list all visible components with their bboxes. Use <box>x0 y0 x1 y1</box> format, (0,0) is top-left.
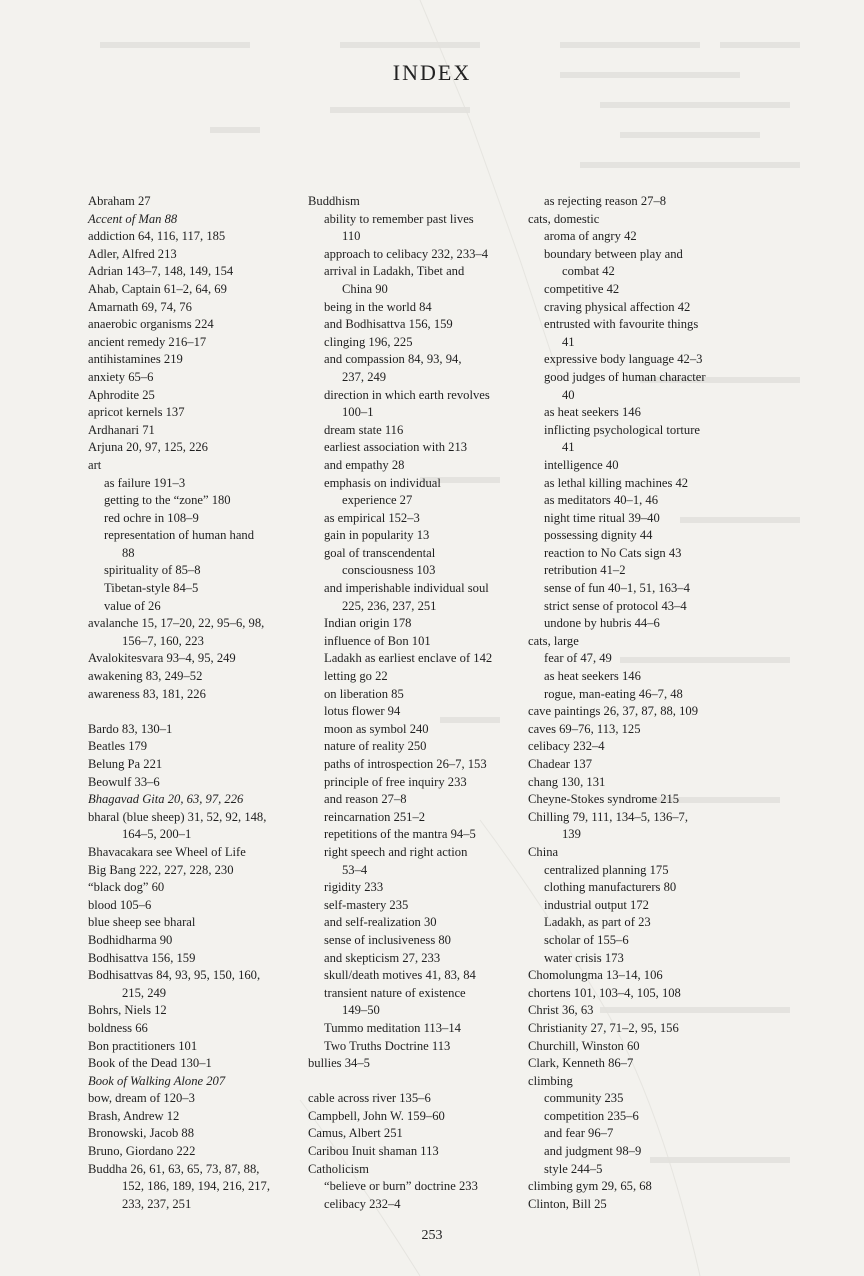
index-entry: Bardo 83, 130–1 <box>88 721 173 736</box>
index-entry: Catholicism <box>308 1161 369 1176</box>
index-subentry: value of 26 <box>104 598 161 613</box>
index-entry: Chadear 137 <box>528 757 592 771</box>
index-subentry: rigidity 233 <box>324 880 384 895</box>
index-entry: bullies 34–5 <box>308 1056 370 1071</box>
index-subentry: inflicting psychological torture <box>544 422 700 437</box>
index-entry: Clark, Kenneth 86–7 <box>528 1056 634 1071</box>
index-subentry: community 235 <box>544 1091 624 1106</box>
index-entry: antihistamines 219 <box>88 352 183 367</box>
index-subentry: reaction to No Cats sign 43 <box>544 545 682 560</box>
index-subentry: on liberation 85 <box>324 686 404 701</box>
index-subentry: as failure 191–3 <box>104 475 186 490</box>
index-entry: Bronowski, Jacob 88 <box>88 1126 194 1141</box>
index-subentry: reincarnation 251–2 <box>324 809 426 824</box>
index-entry: Christianity 27, 71–2, 95, 156 <box>528 1020 679 1035</box>
index-entry: climbing <box>528 1073 573 1088</box>
page-title: INDEX <box>392 60 472 85</box>
index-entry: Beowulf 33–6 <box>88 774 160 789</box>
index-entry: chortens 101, 103–4, 105, 108 <box>528 985 681 1000</box>
index-subentry: approach to celibacy 232, 233–4 <box>324 246 489 261</box>
index-entry: Belung Pa 221 <box>88 757 163 771</box>
index-subentry: as heat seekers 146 <box>544 669 641 684</box>
index-entry: boldness 66 <box>88 1020 148 1035</box>
index-entry: bharal (blue sheep) 31, 52, 92, 148, <box>88 809 267 824</box>
index-entry: Bhavacakara see Wheel of Life <box>88 844 246 859</box>
index-entry: Aphrodite 25 <box>88 387 155 402</box>
index-entry: Christ 36, 63 <box>528 1003 594 1018</box>
index-subentry: sense of fun 40–1, 51, 163–4 <box>544 581 690 596</box>
page-number: 253 <box>421 1228 443 1243</box>
index-subentry: undone by hubris 44–6 <box>544 616 660 631</box>
index-subentry: being in the world 84 <box>324 299 432 314</box>
index-entry: Buddha 26, 61, 63, 65, 73, 87, 88, <box>88 1161 260 1176</box>
index-entry: Amarnath 69, 74, 76 <box>88 299 192 314</box>
index-entry: Clinton, Bill 25 <box>528 1196 607 1211</box>
index-subentry: clinging 196, 225 <box>324 334 413 349</box>
index-subentry: scholar of 155–6 <box>544 932 629 947</box>
index-entry: Ahab, Captain 61–2, 64, 69 <box>88 281 227 296</box>
index-subentry: consciousness 103 <box>342 563 436 578</box>
index-subentry: as empirical 152–3 <box>324 510 420 525</box>
index-subentry: spirituality of 85–8 <box>104 563 201 578</box>
index-entry: apricot kernels 137 <box>88 405 185 420</box>
index-subentry: and skepticism 27, 233 <box>324 950 441 965</box>
index-subentry: paths of introspection 26–7, 153 <box>324 757 487 771</box>
index-subentry: sense of inclusiveness 80 <box>324 932 451 947</box>
index-subentry: Ladakh as earliest enclave of 142 <box>324 651 493 666</box>
index-subentry: 139 <box>562 827 581 842</box>
index-entry: Cheyne-Stokes syndrome 215 <box>528 792 680 807</box>
index-subentry: fear of 47, 49 <box>544 651 612 666</box>
index-subentry: right speech and right action <box>324 844 468 859</box>
index-subentry: style 244–5 <box>544 1161 603 1176</box>
index-subentry: as rejecting reason 27–8 <box>544 194 667 208</box>
index-subentry: 215, 249 <box>122 985 167 1000</box>
index-subentry: getting to the “zone” 180 <box>104 493 231 508</box>
index-subentry: clothing manufacturers 80 <box>544 880 677 895</box>
index-entry: China <box>528 844 559 859</box>
index-entry: awareness 83, 181, 226 <box>88 686 206 701</box>
index-subentry: 233, 237, 251 <box>122 1196 192 1211</box>
index-subentry: 88 <box>122 545 135 560</box>
index-subentry: 149–50 <box>342 1003 380 1018</box>
index-entry: caves 69–76, 113, 125 <box>528 721 641 736</box>
index-entry: Chomolungma 13–14, 106 <box>528 968 663 983</box>
index-subentry: strict sense of protocol 43–4 <box>544 598 687 613</box>
index-subentry: influence of Bon 101 <box>324 633 431 648</box>
index-entry: Bhagavad Gita 20, 63, 97, 226 <box>88 792 244 807</box>
index-subentry: arrival in Ladakh, Tibet and <box>324 264 465 279</box>
index-entry: Accent of Man 88 <box>88 211 178 226</box>
index-subentry: competition 235–6 <box>544 1108 639 1123</box>
index-entry: art <box>88 457 102 472</box>
index-subentry: and empathy 28 <box>324 457 405 472</box>
index-subentry: combat 42 <box>562 264 615 279</box>
index-entry: chang 130, 131 <box>528 774 606 789</box>
index-subentry: rogue, man-eating 46–7, 48 <box>544 686 683 701</box>
index-subentry: and Bodhisattva 156, 159 <box>324 317 453 332</box>
index-subentry: representation of human hand <box>104 528 255 543</box>
index-subentry: skull/death motives 41, 83, 84 <box>324 968 476 983</box>
index-subentry: entrusted with favourite things <box>544 317 699 332</box>
index-subentry: experience 27 <box>342 493 413 508</box>
index-subentry: 110 <box>342 229 361 244</box>
index-entry: Bodhisattvas 84, 93, 95, 150, 160, <box>88 968 261 983</box>
index-subentry: Ladakh, as part of 23 <box>544 915 651 930</box>
index-subentry: boundary between play and <box>544 246 683 261</box>
index-subentry: craving physical affection 42 <box>544 299 691 314</box>
index-column-2 <box>308 193 513 1213</box>
index-subentry: 156–7, 160, 223 <box>122 633 204 648</box>
index-subentry: and self-realization 30 <box>324 915 437 930</box>
index-subentry: as lethal killing machines 42 <box>544 475 689 490</box>
index-subentry: principle of free inquiry 233 <box>324 774 467 789</box>
index-subentry: emphasis on individual <box>324 475 441 490</box>
index-subentry: direction in which earth revolves <box>324 387 490 402</box>
index-subentry: gain in popularity 13 <box>324 528 430 543</box>
index-entry: Bodhisattva 156, 159 <box>88 950 196 965</box>
index-entry: “black dog” 60 <box>88 880 165 895</box>
index-subentry: earliest association with 213 <box>324 440 468 455</box>
index-subentry: Tibetan-style 84–5 <box>104 581 199 596</box>
index-subentry: industrial output 172 <box>544 897 649 912</box>
index-entry: Campbell, John W. 159–60 <box>308 1108 445 1123</box>
index-entry: awakening 83, 249–52 <box>88 669 203 684</box>
index-subentry: and compassion 84, 93, 94, <box>324 352 462 367</box>
index-entry: Big Bang 222, 227, 228, 230 <box>88 862 234 877</box>
section-gap <box>308 1073 513 1091</box>
index-column-1 <box>88 193 293 1213</box>
index-subentry: possessing dignity 44 <box>544 528 653 543</box>
index-subentry: good judges of human character <box>544 369 706 384</box>
index-subentry: night time ritual 39–40 <box>544 510 660 525</box>
index-entry: climbing gym 29, 65, 68 <box>528 1179 652 1194</box>
index-subentry: and reason 27–8 <box>324 792 407 807</box>
index-subentry: transient nature of existence <box>324 985 466 1000</box>
index-entry: Churchill, Winston 60 <box>528 1038 640 1053</box>
index-subentry: goal of transcendental <box>324 545 436 560</box>
index-entry: ancient remedy 216–17 <box>88 334 207 349</box>
index-subentry: “believe or burn” doctrine 233 <box>324 1179 478 1194</box>
index-subentry: China 90 <box>342 281 388 296</box>
index-subentry: dream state 116 <box>324 422 404 437</box>
index-subentry: letting go 22 <box>324 669 388 684</box>
index-entry: Abraham 27 <box>88 194 151 208</box>
index-entry: celibacy 232–4 <box>528 739 605 754</box>
section-gap <box>88 703 293 721</box>
index-entry: Book of the Dead 130–1 <box>88 1056 212 1071</box>
index-entry: Caribou Inuit shaman 113 <box>308 1144 439 1159</box>
index-entry: addiction 64, 116, 117, 185 <box>88 229 226 244</box>
index-entry: Chilling 79, 111, 134–5, 136–7, <box>528 809 688 824</box>
index-subentry: lotus flower 94 <box>324 704 401 719</box>
index-subentry: expressive body language 42–3 <box>544 352 703 367</box>
index-subentry: 100–1 <box>342 405 374 420</box>
index-entry: cats, domestic <box>528 211 600 226</box>
index-subentry: ability to remember past lives <box>324 211 474 226</box>
index-entry: Beatles 179 <box>88 739 148 754</box>
index-entry: anaerobic organisms 224 <box>88 317 214 332</box>
index-entry: Ardhanari 71 <box>88 422 155 437</box>
index-subentry: Indian origin 178 <box>324 616 412 631</box>
index-subentry: moon as symbol 240 <box>324 721 429 736</box>
index-subentry: as heat seekers 146 <box>544 405 641 420</box>
index-subentry: nature of reality 250 <box>324 739 427 754</box>
index-subentry: 53–4 <box>342 862 368 877</box>
index-subentry: intelligence 40 <box>544 457 619 472</box>
index-entry: Avalokitesvara 93–4, 95, 249 <box>88 651 236 666</box>
index-subentry: and judgment 98–9 <box>544 1144 642 1159</box>
index-entry: Arjuna 20, 97, 125, 226 <box>88 440 208 455</box>
index-entry: Camus, Albert 251 <box>308 1126 403 1141</box>
index-subentry: Two Truths Doctrine 113 <box>324 1038 451 1053</box>
index-entry: cable across river 135–6 <box>308 1091 431 1106</box>
index-subentry: celibacy 232–4 <box>324 1196 401 1211</box>
index-subentry: water crisis 173 <box>544 950 624 965</box>
index-subentry: 237, 249 <box>342 369 387 384</box>
index-subentry: as meditators 40–1, 46 <box>544 493 659 508</box>
index-subentry: 40 <box>562 387 575 402</box>
index-entry: Bruno, Giordano 222 <box>88 1144 196 1159</box>
index-entry: Adrian 143–7, 148, 149, 154 <box>88 264 234 279</box>
index-entry: bow, dream of 120–3 <box>88 1091 195 1106</box>
index-subentry: and imperishable individual soul <box>324 581 489 596</box>
index-entry: Bon practitioners 101 <box>88 1038 198 1053</box>
index-entry: anxiety 65–6 <box>88 369 154 384</box>
index-subentry: repetitions of the mantra 94–5 <box>324 827 476 842</box>
index-subentry: and fear 96–7 <box>544 1126 614 1141</box>
index-entry: blue sheep see bharal <box>88 915 196 930</box>
index-subentry: centralized planning 175 <box>544 862 669 877</box>
index-entry: Book of Walking Alone 207 <box>88 1073 226 1088</box>
index-entry: avalanche 15, 17–20, 22, 95–6, 98, <box>88 616 265 631</box>
index-entry: cave paintings 26, 37, 87, 88, 109 <box>528 704 698 719</box>
index-subentry: 164–5, 200–1 <box>122 827 192 842</box>
index-entry: Buddhism <box>308 194 360 208</box>
index-entry: blood 105–6 <box>88 897 152 912</box>
index-entry: Bodhidharma 90 <box>88 932 173 947</box>
index-column-3 <box>528 193 733 1213</box>
index-entry: cats, large <box>528 633 579 648</box>
index-subentry: 152, 186, 189, 194, 216, 217, <box>122 1179 270 1194</box>
index-subentry: 225, 236, 237, 251 <box>342 598 437 613</box>
index-entry: Adler, Alfred 213 <box>88 246 177 261</box>
index-subentry: 41 <box>562 334 575 349</box>
index-subentry: 41 <box>562 440 575 455</box>
index-subentry: aroma of angry 42 <box>544 229 637 244</box>
index-subentry: retribution 41–2 <box>544 563 626 578</box>
index-subentry: competitive 42 <box>544 281 620 296</box>
index-subentry: self-mastery 235 <box>324 897 409 912</box>
index-subentry: red ochre in 108–9 <box>104 510 199 525</box>
index-subentry: Tummo meditation 113–14 <box>324 1020 461 1035</box>
index-entry: Bohrs, Niels 12 <box>88 1003 167 1018</box>
index-entry: Brash, Andrew 12 <box>88 1108 180 1123</box>
